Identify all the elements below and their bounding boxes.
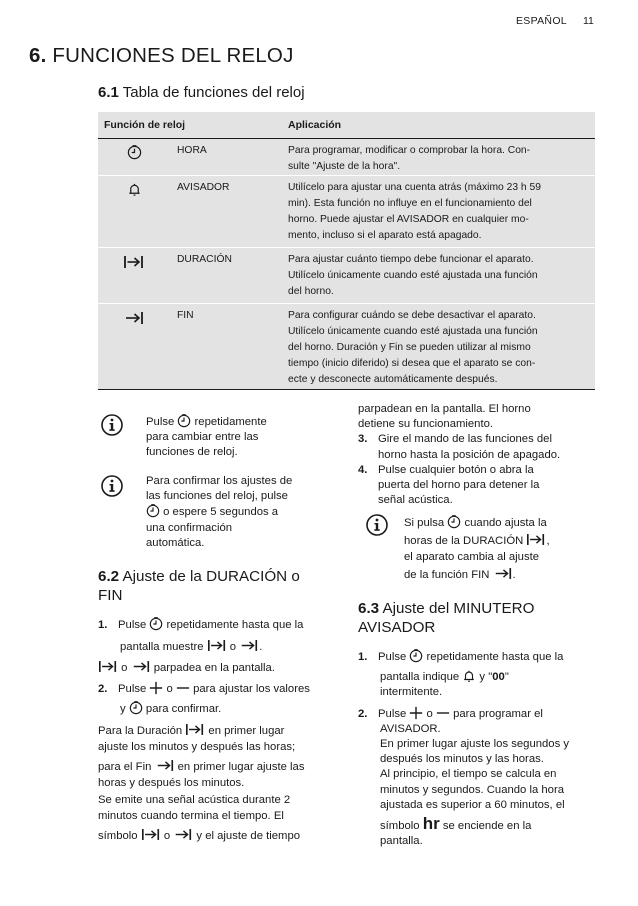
- table-row: [98, 248, 595, 304]
- duration-icon: [98, 254, 170, 276]
- duration-icon: [185, 722, 205, 737]
- function-application: Para programar, modificar o comprobar la hora. Con- sulte "Ajuste de la hora".: [288, 145, 531, 172]
- duration-icon: [526, 532, 546, 547]
- clock-icon: [129, 701, 143, 715]
- subsection-6-2-title: 6.2 Ajuste de la DURACIÓN o FIN: [98, 568, 300, 604]
- duration-icon: [98, 659, 118, 674]
- subsection-number: 6.1: [98, 84, 119, 101]
- right-steps: parpadean en la pantalla. El horno detiene su funcionamiento. 3. Gire el mando de las funciones del horno hasta la posición de apagado. 4. Pulse cualquier botón o abra la puerta del horno para detener la señal acústica.: [358, 402, 608, 508]
- table-row: [98, 176, 595, 248]
- clock-icon: [177, 414, 191, 428]
- table-header: [98, 112, 595, 139]
- clock-icon: [447, 515, 461, 529]
- clock-functions-table: [98, 112, 595, 390]
- end-icon: [155, 758, 175, 773]
- column-header-application: Aplicación: [288, 119, 342, 131]
- column-header-function: Función de reloj: [104, 119, 186, 131]
- section-title-text: FUNCIONES DEL RELOJ: [52, 44, 294, 67]
- plus-icon: [149, 681, 163, 695]
- info-note-1: Pulse repetidamente para cambiar entre las funciones de reloj.: [146, 416, 267, 459]
- header-language: ESPAÑOL: [516, 15, 567, 27]
- table-row: [98, 304, 595, 390]
- bell-icon: [462, 669, 476, 683]
- function-application: Para ajustar cuánto tiempo debe funcionar el aparato. Utilícelo únicamente cuando esté ajustada una función del horno.: [288, 254, 538, 297]
- left-steps: 1. Pulse repetidamente hasta que la pantalla muestre o . o parpadea en la pantalla. 2. Pulse o para ajustar los valores y para confirmar. Para la Duración en primer lugar ajuste los minutos y después las horas; para el Fin en primer lugar ajuste las horas y después los minutos. Se emite una señal acústica durante 2 minutos cuando termina el tiempo. El símbolo o y el ajuste de tiempo: [98, 617, 348, 844]
- function-application: Utilícelo para ajustar una cuenta atrás (máximo 23 h 59 min). Esta función no influye en el funcionamiento del horno. Puede ajustar el AVISADOR en cualquier mo- mento, incluso si el aparato está apagado.: [288, 182, 541, 241]
- clock-icon: [146, 504, 160, 518]
- end-icon: [493, 566, 513, 581]
- list-item: 2. Pulse o para programar el: [358, 707, 543, 720]
- info-icon: [366, 514, 388, 536]
- end-icon: [131, 659, 151, 674]
- info-note-2: Para confirmar los ajustes de las funciones del reloj, pulse o espere 5 segundos a una confirmación automática.: [146, 475, 293, 549]
- clock-icon: [409, 649, 423, 663]
- function-name: FIN: [177, 310, 194, 321]
- section-title: [29, 44, 294, 68]
- list-item: 3. Gire el mando de las funciones del: [358, 433, 552, 446]
- info-icon: [101, 414, 123, 436]
- right-steps-6-3: 1. Pulse repetidamente hasta que la pantalla indique y "00" intermitente. 2. Pulse o para programar el AVISADOR. En primer lugar ajuste los segundos y después los minutos y las horas. Al principio, el tiempo se calcula en minutos y segundos. Cuando la hora ajustada es superior a 60 minutos, el símbolo hr se enciende en la pantalla.: [358, 649, 608, 849]
- table-row: [98, 139, 595, 176]
- function-name: HORA: [177, 145, 207, 156]
- plus-icon: [409, 706, 423, 720]
- list-item: 1. Pulse repetidamente hasta que la: [98, 619, 304, 631]
- list-item: 2. Pulse o para ajustar los valores: [98, 682, 310, 695]
- minus-icon: [176, 681, 190, 695]
- subsection-6-1-title: [98, 84, 305, 101]
- duration-icon: [207, 638, 227, 653]
- list-item: 1. Pulse repetidamente hasta que la: [358, 651, 564, 663]
- duration-icon: [141, 827, 161, 842]
- function-name: AVISADOR: [177, 182, 230, 193]
- minus-icon: [436, 706, 450, 720]
- clock-icon: [149, 617, 163, 631]
- function-application: Para configurar cuándo se debe desactivar el aparato. Utilícelo únicamente cuando esté ajustada una función del horno. Duración y Fin se pueden utilizar al mismo tiempo (inicio diferido) si desea que el aparato se con- ecte y desconecte automáticamente después.: [288, 310, 538, 385]
- subsection-6-3-title: 6.3 Ajuste del MINUTERO AVISADOR: [358, 600, 535, 636]
- info-icon: [101, 475, 123, 497]
- list-item: 4. Pulse cualquier botón o abra la: [358, 463, 534, 476]
- end-icon: [173, 827, 193, 842]
- subsection-title-text: Tabla de funciones del reloj: [122, 84, 305, 101]
- end-icon: [239, 638, 259, 653]
- section-number: 6.: [29, 44, 47, 67]
- clock-icon: [98, 145, 170, 166]
- page-number: 11: [583, 15, 594, 27]
- end-icon: [98, 310, 170, 332]
- hr-symbol: hr: [422, 814, 440, 834]
- bell-icon: [98, 182, 170, 203]
- info-note-3: Si pulsa cuando ajusta la horas de la DURACIÓN , el aparato cambia al ajuste de la función FIN .: [404, 517, 550, 581]
- function-name: DURACIÓN: [177, 254, 232, 265]
